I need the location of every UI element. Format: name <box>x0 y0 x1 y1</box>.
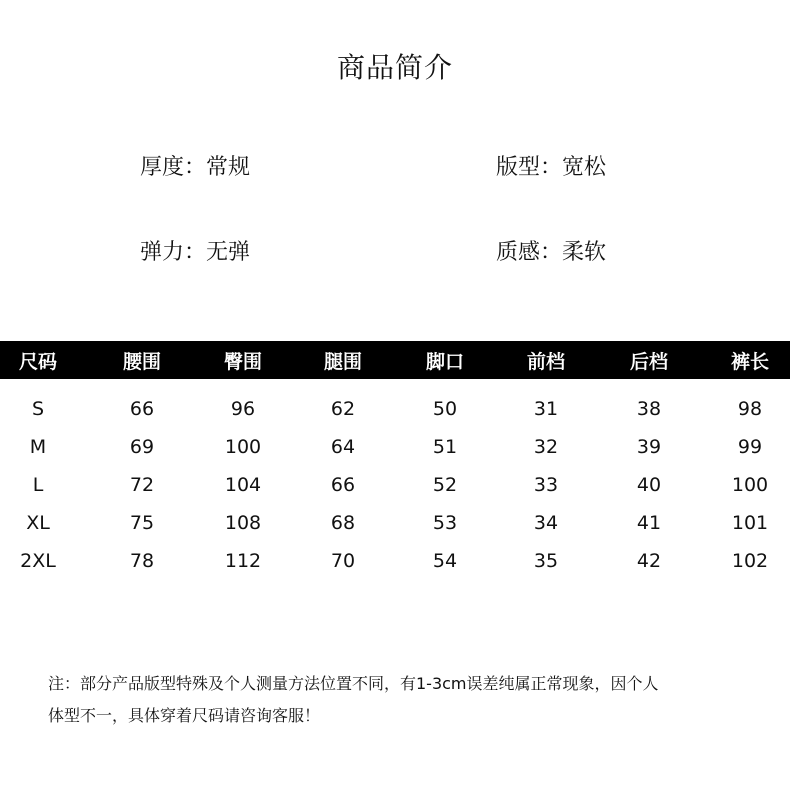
row-cell: 66 <box>330 474 356 496</box>
row-cell: 108 <box>224 512 262 534</box>
attr-label: 厚度 <box>140 155 185 180</box>
table-row <box>0 390 790 428</box>
table-row <box>0 504 790 542</box>
row-cell: L <box>32 474 44 496</box>
page-title: 商品简介 <box>336 51 453 84</box>
row-cell: 99 <box>737 436 763 458</box>
row-cell: 35 <box>533 550 559 572</box>
header-cell: 裤长 <box>730 350 769 373</box>
attr-label: 弹力 <box>140 240 185 265</box>
attr-separator: ： <box>184 240 207 265</box>
header-cell: 脚口 <box>425 350 464 373</box>
size-table <box>0 341 790 580</box>
row-cell: 100 <box>224 436 262 458</box>
header-cell: 后档 <box>629 350 668 373</box>
row-cell: 38 <box>636 398 662 420</box>
row-cell: 53 <box>432 512 458 534</box>
attr-label: 质感 <box>496 240 541 265</box>
attr-value: 常规 <box>206 155 251 180</box>
size-note <box>48 668 748 732</box>
row-cell: 33 <box>533 474 559 496</box>
attr-separator: ： <box>184 155 207 180</box>
row-cell: 31 <box>533 398 559 420</box>
header-cell: 臀围 <box>223 350 262 373</box>
row-cell: 96 <box>230 398 256 420</box>
table-row <box>0 428 790 466</box>
row-cell: 68 <box>330 512 356 534</box>
row-cell: 54 <box>432 550 458 572</box>
row-cell: 104 <box>224 474 262 496</box>
row-cell: 39 <box>636 436 662 458</box>
header-cell: 腰围 <box>122 350 161 373</box>
row-cell: 42 <box>636 550 662 572</box>
attr-separator: ： <box>540 155 563 180</box>
attr-label: 版型 <box>496 155 541 180</box>
row-cell: 102 <box>731 550 769 572</box>
table-row <box>0 466 790 504</box>
size-table-header <box>0 341 790 379</box>
row-cell: 70 <box>330 550 356 572</box>
row-cell: XL <box>26 512 50 534</box>
row-cell: 112 <box>224 550 262 572</box>
row-cell: 66 <box>129 398 155 420</box>
row-cell: 101 <box>731 512 769 534</box>
row-cell: 34 <box>533 512 559 534</box>
row-cell: 52 <box>432 474 458 496</box>
row-cell: 2XL <box>20 550 56 572</box>
row-cell: 32 <box>533 436 559 458</box>
row-cell: 41 <box>636 512 662 534</box>
row-cell: 75 <box>129 512 155 534</box>
row-cell: 72 <box>129 474 155 496</box>
row-cell: 100 <box>731 474 769 496</box>
attr-thickness <box>140 150 250 181</box>
row-cell: 50 <box>432 398 458 420</box>
row-cell: 64 <box>330 436 356 458</box>
row-cell: 98 <box>737 398 763 420</box>
row-cell: 69 <box>129 436 155 458</box>
row-cell: S <box>31 398 45 420</box>
attr-value: 宽松 <box>562 155 607 180</box>
attr-fit <box>496 150 606 181</box>
header-cell: 尺码 <box>18 350 57 373</box>
header-cell: 腿围 <box>323 350 362 373</box>
attr-texture <box>496 235 606 266</box>
attr-value: 柔软 <box>562 240 607 265</box>
row-cell: 40 <box>636 474 662 496</box>
row-cell: 78 <box>129 550 155 572</box>
table-row <box>0 542 790 580</box>
note-line-1: 注：部分产品版型特殊及个人测量方法位置不同，有1-3cm误差纯属正常现象，因个人 <box>48 674 659 693</box>
size-table-body <box>0 379 790 580</box>
attr-value: 无弹 <box>206 240 251 265</box>
note-line-2: 体型不一，具体穿着尺码请咨询客服！ <box>48 706 321 725</box>
header-cell: 前档 <box>526 350 565 373</box>
attr-separator: ： <box>540 240 563 265</box>
attr-elasticity <box>140 235 250 266</box>
row-cell: 62 <box>330 398 356 420</box>
row-cell: M <box>29 436 47 458</box>
row-cell: 51 <box>432 436 458 458</box>
